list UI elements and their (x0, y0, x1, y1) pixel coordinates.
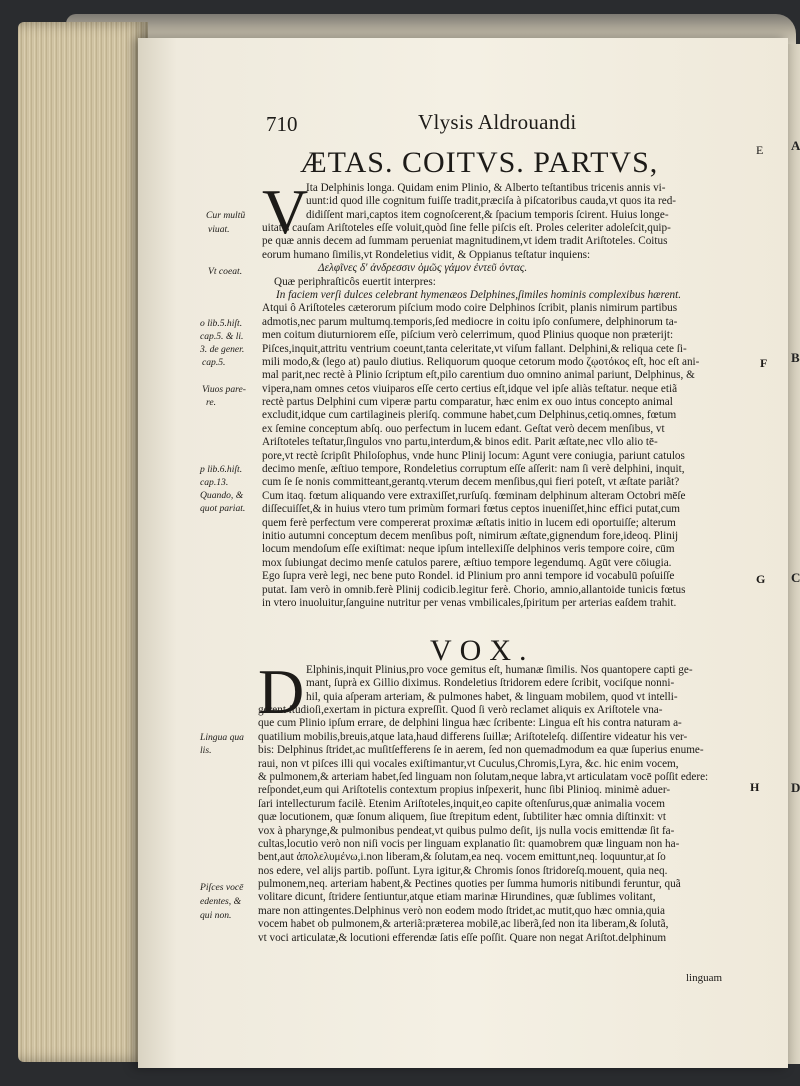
text-line: Atqui ô Ariſtoteles cæterorum piſcium modo coire Delphinos ſcribit, planis nimirum partibus (262, 302, 678, 315)
text-line: Ariſtoteles teſtatur,ſingulos vno partu,interdum,& binos edit. Parit æſtate,nec vllo alio tē- (262, 436, 658, 449)
margin-note: cap.5. (202, 357, 226, 368)
margin-note: lis. (200, 745, 212, 756)
text-line: initio autumni conceptum decem menſibus poſt, nimirum æſtate,gignendum fore,ideoq. Plinij (262, 529, 679, 542)
text-line: raui, non vt piſces illi qui vocales exiſtimantur,vt Cuculus,Chromis,Lyra, &c. hic enim vocem, (258, 757, 679, 770)
text-line: Ita Delphinis longa. Quidam enim Plinio, & Alberto teſtantibus tricenis annis vi- (306, 182, 666, 194)
text-line: in vtero inuoluitur,ſanguine nutritur per venas vmbilicales,ſpiritum per arterias eaſdem trahit. (262, 596, 677, 609)
text-line: gerent ſtudioſi,exertam in pictura expreſſit. Quod ſi verò reclamet aliquis ex Ariſtotele vna- (258, 704, 663, 716)
text-line: ſari intellecturum facilè. Etenim Ariſtoteles,inquit,eo capite oſtenſurus,quæ animalia vocem (258, 797, 665, 810)
text-line: vipera,nam omnes cetos viuiparos eſſe certo certius eſt,idque vel ipſe aliàs teſtatur. neque etiã (262, 382, 678, 395)
text-line: Quæ periphraſticôs euertit interpres: (274, 275, 436, 288)
margin-note: Vt coeat. (208, 266, 243, 277)
margin-note: cap.5. & li. (200, 331, 244, 342)
margin-note: Lingua qua (200, 732, 244, 743)
next-page-letter: B (791, 350, 800, 365)
text-line: locum mendoſum eſſe exiſtimat: neque ipſum intellexiſſe delphinos veris tempore coire, cūm (262, 543, 675, 556)
section-heading-vox: VOX. (430, 634, 535, 667)
text-line: decimo menſe, æſtiuo tempore, Rondeletius corruptum eſſe aſſerit: nam ſi verè delphini, inquit, (262, 463, 685, 476)
text-line: volitare dicunt, ſtridere ſentiuntur,atque etiam marinæ Hirundines, quæ ſublimes volitant, (258, 891, 656, 904)
dropcap-v: V (262, 176, 309, 247)
margin-note: viuat. (208, 224, 230, 235)
text-line: vocem habet ob pulmonem,& arteriã:præterea mobilē,ac liberã,ſed non ita liberam,& ſolutã, (258, 918, 669, 931)
dropcap-d: D (258, 656, 305, 727)
text-line: pe quæ annis decem ad ſummam perueniat magnitudinem,vt idem tradit Ariſtoteles. Coitus (262, 235, 668, 248)
next-page-letter: D (791, 780, 800, 795)
section2-lines-indented (306, 664, 758, 704)
text-line: diſſecuiſſet,& in huius vtero tum primùm formari fœtus ceptos inueniſſet,hinc effici putat,cum (262, 503, 680, 516)
text-line: admotis,nec parum multumq.temporis,ſed mediocre in coitu ipſo conſumere, delphinorum ta- (262, 315, 678, 328)
text-line: pulmonem,neq. arteriam habent,& Pectines quoties per ſumma humoris nitibundi feruntur, quã (258, 878, 681, 891)
running-title: Vlysis Aldrouandi (418, 110, 577, 134)
text-line: que cum Plinio ipſum errare, de delphini lingua hæc ſcribente: Lingua eſt his contra naturam a- (258, 717, 682, 730)
text-line: bent,aut ἀπολελυμένω,i.non liberam,& ſolutam,ea neq. vocem emittunt,neq. loquuntur,at ſo (258, 851, 666, 864)
text-line: eorum humano ſimilis,vt Rondeletius vidit, & Oppianus teſtatur inquiens: (262, 248, 591, 261)
text-line: vox à pharynge,& pulmonibus pendeat,vt quibus pulmo deſit, ijs nulla vocis emittendæ ſit fa- (258, 824, 675, 837)
text-line: vt voci articulatæ,& locutioni efferendæ ſatis eſſe poſſit. Quare non negat Ariſtot.delphinum (258, 931, 667, 944)
section-heading-aetas: ÆTAS. COITVS. PARTVS, (300, 146, 659, 179)
side-letter: H (750, 780, 760, 794)
text-line: Cum itaq. fœtum aliquando vere extraxiſſet,rurſuſq. fœminam delphinum alteram Octobri mēſe (262, 489, 686, 502)
text-line: didiſſent mari,captos item cognoſcerent,& ſpacium temporis ſcirent. Huius longe- (306, 208, 669, 221)
margin-note: re. (206, 397, 217, 408)
margin-note: 3. de gener. (200, 344, 245, 355)
margin-note: quot pariat. (200, 503, 246, 514)
next-page-letter: A (791, 138, 800, 153)
side-letter: G (756, 572, 766, 586)
page-edge-stack (18, 22, 148, 1062)
text-line: men coitum diuturniorem eſſe, piſcium verò celerrimum, quod Plinius quoque non præterijt: (262, 329, 674, 342)
margin-note: p lib.6.hiſt. (200, 464, 243, 475)
text-line: uitatis cauſam Ariſtoteles eſſe voluit,quòd ſine felle piſcis eſt. Proles celeriter adoleſcit,quip- (262, 222, 671, 234)
text-line: uunt:id quod ille cognitum fuiſſe tradit,præciſa à piſcatoribus cauda,vt quos ita red- (306, 195, 677, 208)
text-line: cultas,locutio verò non niſi vocis per linguam explanatio ſit: quamobrem quæ linguam non ha- (258, 837, 680, 850)
text-line: Piſces,inquit,attritu ventrium coeunt,tanta celeritate,vt viſum fallant. Delphini,& reliqua cete ſi- (262, 342, 687, 355)
margin-note: edentes, & (200, 896, 242, 907)
margin-note: qui non. (200, 910, 232, 921)
text-line: Elphinis,inquit Plinius,pro voce gemitus eſt, humanæ ſimilis. Nos quantopere capti ge- (306, 664, 693, 676)
catchword: linguam (686, 972, 723, 984)
text-line: quæ locutionem, quæ ſonum aliquem, ſiue ſtrepitum edent, ſubtiliter hæc omnia diſtinxit: vt (258, 811, 666, 824)
text-line: Ego ſupra verè legi, nec bene puto Rondel. id Plinium pro anni tempore id vocabulū poſuiſſe (262, 570, 675, 583)
verse-quote: In faciem verſi dulces celebrant hymenæos Delphines,ſimiles hominis complexibus hærent. (276, 288, 682, 301)
margin-note: Viuos pare- (202, 384, 246, 395)
text-line: mili modo,& (lego at) paulo diutius. Reliquorum quoque cetorum modo ζῳοτόκος eſt, hoc eſt ani- (262, 355, 700, 368)
margin-note: Quando, & (200, 490, 244, 501)
text-line: excludit,idque cum cartilagineis pleriſq. commune habet,cum Delphinus,cetiq.omnes, fœtum (262, 409, 677, 422)
text-line: mare non attingentes.Delphinus verò non eodem modo ſtridet,ac mutit,quo hæc omnia,quia (258, 904, 666, 917)
text-line: & pulmonem,& arteriam habet,ſed linguam non ſolutam,neque labra,vt articulatam vocē poſſit edere: (258, 770, 709, 783)
side-letter: F (760, 356, 768, 370)
page-number: 710 (266, 112, 298, 136)
text-line: quatilium mobilis,breuis,atque lata,haud differens ſuillæ; Ariſtoteleſq. diſſentire videatur his ver- (258, 730, 688, 743)
corner-letter: E (756, 143, 764, 157)
next-page-letter: C (791, 570, 800, 585)
margin-note: Cur multũ (206, 210, 246, 221)
margin-note: Piſces vocē (200, 882, 244, 893)
greek-quote: Δελφῖνες δ' ἀνδρεσσιν ὁμῶς γάμον ἐντεῦ ὀντας. (318, 262, 528, 275)
margin-note: cap.13. (200, 477, 229, 488)
text-line: rectè partus Delphini cum viperæ partu comparatur, hæc enim ex ouo intus concepto animal (262, 396, 673, 409)
text-line: pore,vt rectè ſcripſit Philoſophus, vnde hunc Plinij locum: Agunt vere coniugia, pariunt catulos (262, 449, 685, 462)
text-line: reſpondet,eum qui Ariſtotelis contextum propius inſpexerit, hunc ſibi Plinioq. minimè aduer- (258, 784, 671, 797)
text-line: quem ferè perfectum vere compererat proximæ æſtatis initio in lucem edi oportuiſſe; alterum (262, 516, 676, 529)
text-line: mant, ſuprà ex Gillio diximus. Rondeletius ſtridorem edere ſcribit, vociſque nonni- (306, 677, 675, 690)
text-line: mal parit,nec rectè à Plinio ſcriptum eſt,pilo carentium duo omnino animal pariunt, Delphinus, & (262, 369, 695, 382)
text-line: mox ſubiungat decimo menſe catulos parere, æſtiuo tempore legendumq. Agūt vere cōiugia. (262, 556, 672, 569)
text-line: putat. Iam verò in omnib.ferè Plinij codicib.legitur ferè. Chorio, amnio,allantoide tunicis fœtus (262, 583, 686, 596)
text-line: bis: Delphinus ſtridet,ac muſitſefferens ſe in aerem, ſed non quemadmodum ea quæ ſuperius enume- (258, 744, 704, 757)
text-line: hil, quia aſperam arteriam, & pulmones habet, & linguam mobilem, quod vt intelli- (306, 690, 678, 703)
section1-body (262, 222, 758, 610)
margin-note: o lib.5.hiſt. (200, 318, 243, 329)
section1-lines-indented (306, 182, 758, 222)
text-line: cum ſe ſe nonis committeant,gerantq.vterum decem menſibus,qui fieri poteſt, vt æſtate pariãt? (262, 476, 680, 489)
section2-body (258, 704, 758, 945)
text-line: nos edere, vel alijs partib. poſſunt. Lyra igitur,& Chromis ſonos ſtridoreſq.mouent, quia neq. (258, 864, 668, 877)
text-line: ex ſemine conceptum abſq. ouo perfectum in lucem edant. Geſtat verò decem menſibus, vt (262, 422, 665, 435)
